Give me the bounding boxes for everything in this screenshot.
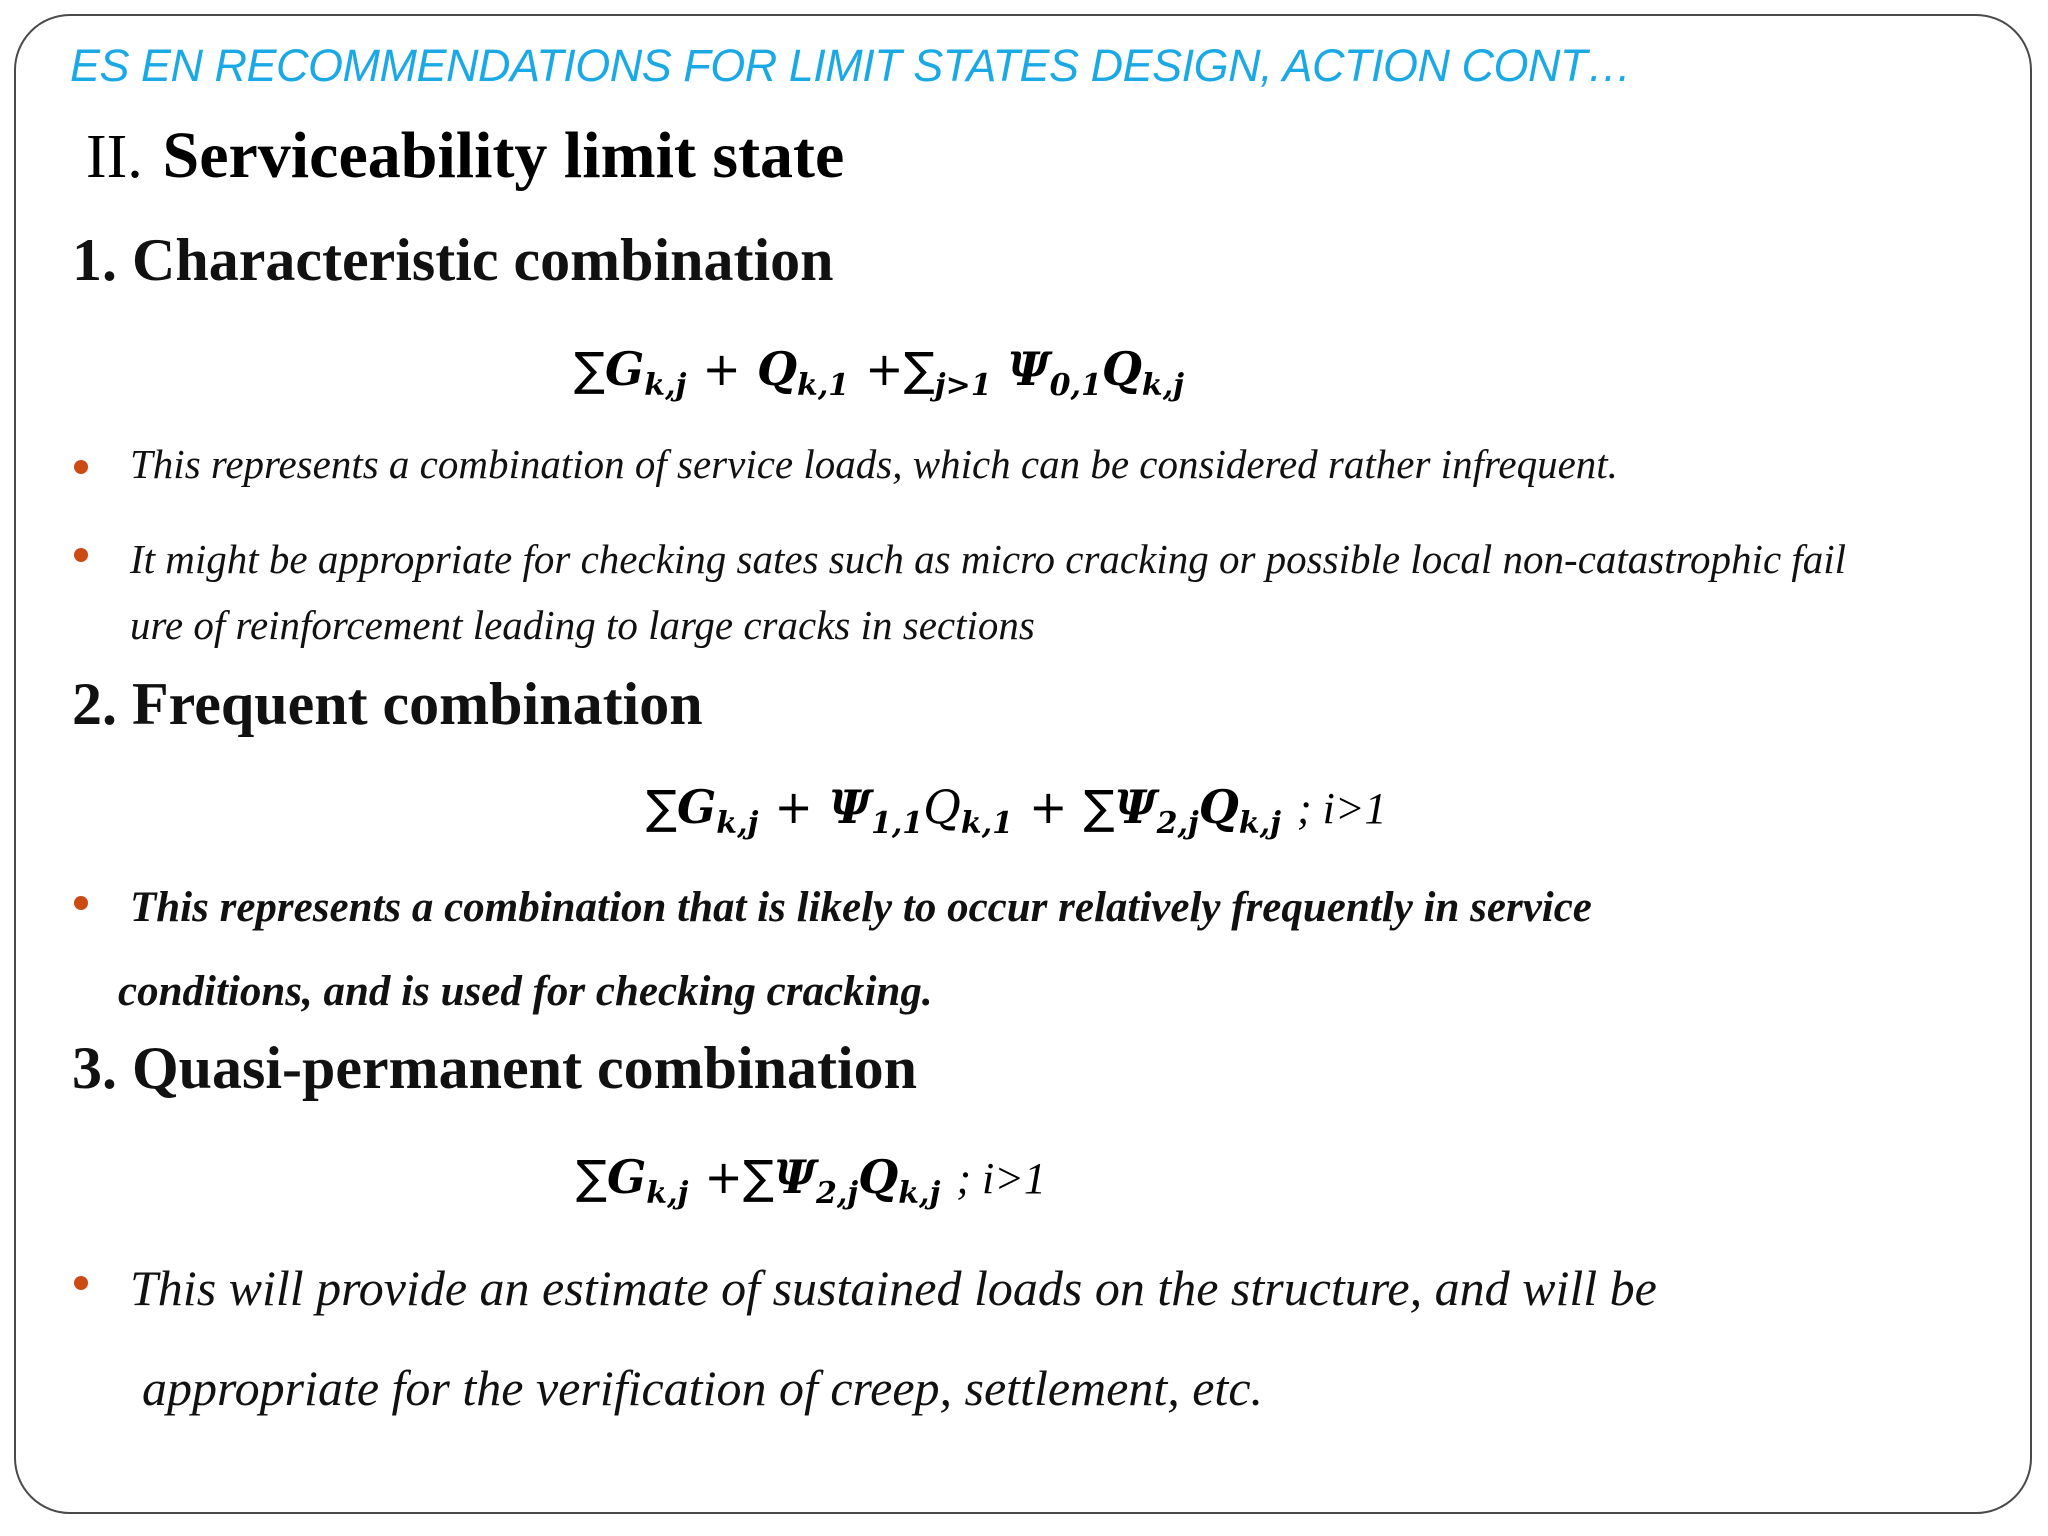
section-title-text: Serviceability limit state bbox=[162, 119, 845, 192]
sum-symbol: ∑ bbox=[646, 780, 677, 834]
bullet-dot bbox=[74, 896, 88, 910]
plus-sign: + bbox=[702, 342, 741, 396]
bullet-text bbox=[130, 526, 1846, 658]
bullet-text bbox=[118, 866, 1592, 1034]
bullet-dot bbox=[74, 1276, 88, 1290]
sub-psi: 2,j bbox=[815, 1176, 859, 1211]
sub-g: k,j bbox=[716, 806, 759, 841]
bullet-line: appropriate for the verification of creep, settlement, etc. bbox=[142, 1360, 1264, 1416]
sub-sum: j>1 bbox=[934, 368, 992, 403]
sum-symbol: ∑ bbox=[903, 342, 935, 396]
plus-sign: + bbox=[704, 1150, 743, 1204]
heading-quasi-permanent: 3. Quasi-permanent combination bbox=[72, 1035, 918, 1101]
bullet-dot bbox=[74, 548, 88, 562]
bullet-line: ure of reinforcement leading to large cracks in sections bbox=[130, 602, 1035, 648]
sub-g: k,j bbox=[644, 368, 687, 403]
sub-q: k,j bbox=[898, 1176, 941, 1211]
var-psi: Ψ bbox=[828, 780, 871, 834]
sum-symbol: ∑ bbox=[576, 1150, 607, 1204]
sub-q: k,1 bbox=[797, 368, 850, 403]
bullet-item bbox=[74, 866, 2024, 1034]
bullet-line: It might be appropriate for checking sates such as micro cracking or possible local non-catastrophic fail bbox=[130, 536, 1847, 582]
bullet-text bbox=[130, 1238, 1657, 1438]
plus-sign: + bbox=[865, 342, 904, 396]
bullet-item bbox=[74, 1238, 2024, 1438]
sub-q: k,1 bbox=[960, 806, 1014, 841]
sum-symbol: ∑ bbox=[1083, 780, 1115, 834]
sub-q: k,j bbox=[1141, 368, 1184, 403]
var-q: Q bbox=[923, 780, 961, 834]
sum-symbol: ∑ bbox=[742, 1150, 774, 1204]
heading-characteristic: 1. Characteristic combination bbox=[72, 227, 834, 293]
formula-quasi-permanent bbox=[576, 1150, 1046, 1211]
bullet-line: This represents a combination that is likely to occur relatively frequently in service bbox=[130, 884, 1592, 931]
sub-psi: 2,j bbox=[1156, 806, 1199, 841]
plus-sign: + bbox=[1029, 780, 1068, 834]
formula-frequent bbox=[646, 780, 1387, 841]
section-numeral: II. bbox=[86, 123, 143, 191]
bullet-text: This represents a combination of service loads, which can be considered rather infrequent. bbox=[130, 441, 1618, 487]
sub-g: k,j bbox=[646, 1176, 689, 1211]
heading-frequent: 2. Frequent combination bbox=[72, 671, 703, 737]
var-q: Q bbox=[1101, 342, 1142, 396]
var-q: Q bbox=[1198, 780, 1239, 834]
bullet-dot bbox=[74, 460, 88, 474]
var-q: Q bbox=[756, 342, 798, 396]
plus-sign: + bbox=[774, 780, 813, 834]
var-q: Q bbox=[858, 1150, 899, 1204]
bullet-item bbox=[74, 440, 1618, 488]
var-g: G bbox=[605, 342, 645, 396]
sub-psi: 1,1 bbox=[870, 806, 924, 841]
bullet-line: This will provide an estimate of sustained loads on the structure, and will be bbox=[130, 1260, 1657, 1316]
var-psi: Ψ bbox=[773, 1150, 816, 1204]
slide-header: ES EN RECOMMENDATIONS FOR LIMIT STATES DESIGN, ACTION CONT… bbox=[70, 40, 1632, 91]
formula-characteristic bbox=[574, 342, 1184, 403]
formula-condition: ; i>1 bbox=[956, 1154, 1046, 1203]
sub-q: k,j bbox=[1238, 806, 1281, 841]
var-g: G bbox=[607, 1150, 647, 1204]
section-title bbox=[86, 118, 844, 194]
bullet-item bbox=[74, 526, 2024, 658]
var-psi: Ψ bbox=[1007, 342, 1050, 396]
sub-psi: 0,1 bbox=[1049, 368, 1102, 403]
sum-symbol: ∑ bbox=[574, 342, 605, 396]
formula-condition: ; i>1 bbox=[1296, 784, 1387, 833]
var-g: G bbox=[677, 780, 717, 834]
var-psi: Ψ bbox=[1114, 780, 1157, 834]
bullet-line: conditions, and is used for checking cracking. bbox=[118, 968, 933, 1015]
